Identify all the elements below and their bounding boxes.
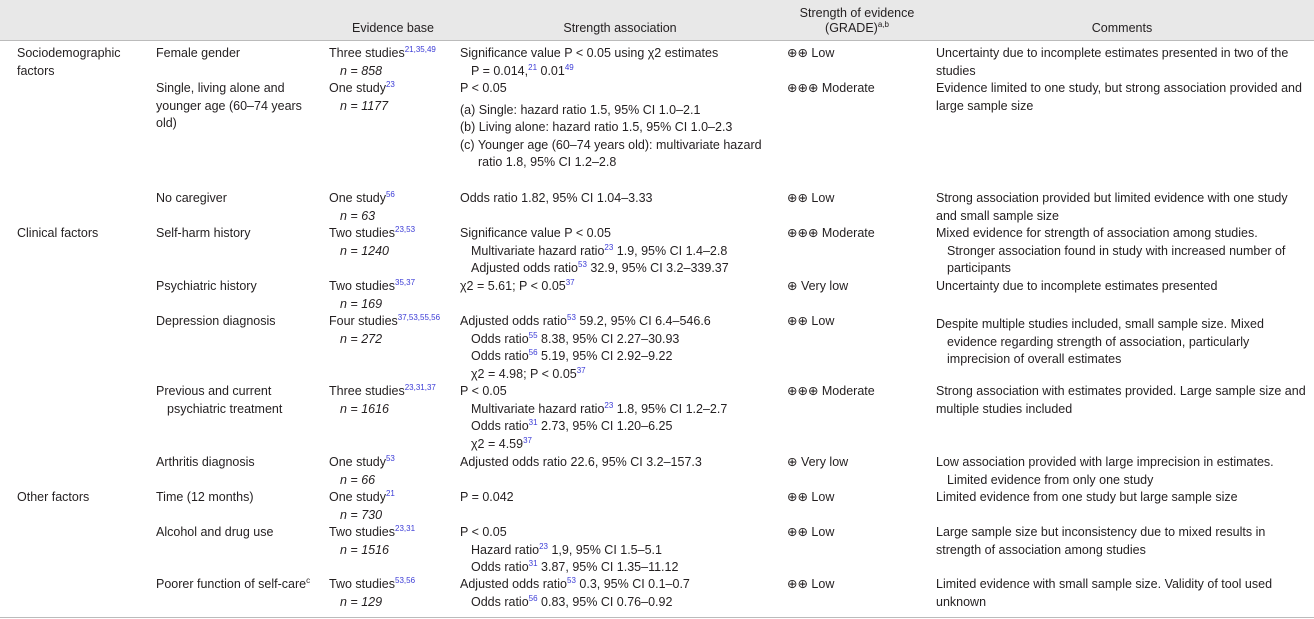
comment: Strong association provided but limited evidence with one study and small sample size [936, 191, 1288, 223]
evidence-label: Two studies [329, 279, 396, 293]
evidence-base [329, 576, 457, 611]
ref-link[interactable]: 23 [604, 242, 614, 252]
strength-line: P = 0.014,21 0.01$^{49}$ [471, 62, 574, 78]
ref-link[interactable]: 53 [567, 575, 576, 585]
evidence-base [329, 313, 457, 348]
evidence-label: Two studies [329, 577, 396, 591]
strength-line: Significance value P < 0.05 [460, 226, 611, 240]
sample-size: n = 272 [340, 331, 383, 346]
evidence-refs[interactable]: 35,37 [395, 277, 416, 287]
ref-link[interactable]: 31 [528, 558, 538, 568]
header-grade-sup: a,b [877, 19, 889, 29]
factor-label: Previous and current psychiatric treatment [156, 384, 283, 416]
grade-rating: ⊕⊕ Low [787, 577, 835, 591]
comment: Evidence limited to one study, but strong association provided and large sample size [936, 81, 1302, 113]
sample-size: n = 129 [340, 594, 383, 609]
comment: Uncertainty due to incomplete estimates presented in two of the studies [936, 46, 1289, 78]
strength-line: Adjusted odds ratio 22.6, 95% CI 3.2–157.3 [460, 455, 702, 469]
evidence-refs[interactable]: 23,31 [395, 523, 416, 533]
evidence-label: Four studies [329, 314, 398, 328]
category-label: Sociodemographic factors [17, 46, 121, 78]
header-strength-association: Strength association [563, 21, 677, 35]
strength-association [460, 383, 780, 453]
table-header [0, 0, 1314, 41]
evidence-label: One study [329, 191, 386, 205]
evidence-refs[interactable]: 37,53,55,56 [397, 312, 441, 322]
comment: Limited evidence from one study but large sample size [936, 490, 1238, 504]
factor-label: Time (12 months) [156, 490, 254, 504]
strength-line: Multivariate hazard ratio$^{23}$ 1.8, 95% CI 1.2–2.7 [471, 400, 728, 416]
strength-item-a: (a) Single: hazard ratio 1.5, 95% CI 1.0–2.1 [460, 102, 701, 117]
evidence-refs[interactable]: 23,53 [395, 224, 416, 234]
sample-size: n = 1240 [340, 243, 390, 258]
factor-label: Single, living alone and younger age (60–74 years old) [156, 81, 302, 130]
header-grade-line1: Strength of evidence [799, 6, 915, 20]
strength-line: Odds ratio$^{31}$ 2.73, 95% CI 1.20–6.25 [471, 417, 673, 433]
strength-association [460, 576, 780, 611]
strength-line: Odds ratio 1.82, 95% CI 1.04–3.33 [460, 191, 653, 205]
strength-line: $\chi 2 = 4.59^{37}$ [471, 435, 532, 451]
factor-footnote: c [306, 575, 311, 585]
evidence-label: Two studies [329, 525, 396, 539]
factor-label: Alcohol and drug use [156, 525, 274, 539]
evidence-base [329, 278, 457, 313]
category-label: Other factors [17, 490, 90, 504]
table-bottom-rule [0, 617, 1314, 618]
factor-label: Poorer function of self-care$^c$ [156, 575, 311, 591]
ref-link[interactable]: 37 [523, 435, 532, 445]
strength-line: Adjusted odds ratio$^{53}$ 0.3, 95% CI 0.1–0.7 [460, 575, 690, 591]
grade-rating: ⊕⊕⊕ Moderate [787, 81, 875, 95]
evidence-refs[interactable]: 53 [385, 453, 395, 463]
strength-line: Significance value P < 0.05 using χ2 estimates [460, 46, 719, 60]
evidence-base [329, 524, 457, 559]
evidence-label: Two studies [329, 226, 396, 240]
evidence-label: One study [329, 81, 386, 95]
comment: Mixed evidence for strength of association among studies. Stronger association found in study with increased number of participants [936, 226, 1286, 275]
ref-link[interactable]: 53 [578, 259, 587, 269]
strength-line: χ2 = 4.98; $P < 0.05^{37}$ [471, 365, 586, 381]
grade-rating: ⊕⊕⊕ Moderate [787, 384, 875, 398]
evidence-label: Three studies [329, 384, 405, 398]
strength-line: P < 0.05 [460, 384, 507, 398]
strength-line: Odds ratio$^{55}$ 8.38, 95% CI 2.27–30.93 [471, 330, 680, 346]
sample-size: n = 169 [340, 296, 383, 311]
comment: Despite multiple studies included, small sample size. Mixed evidence regarding strength of association, particularly imprecision of overall estimates [936, 317, 1264, 366]
ref-link[interactable]: 53 [567, 312, 576, 322]
header-grade-line2: (GRADE) [825, 21, 878, 35]
comment: Strong association with estimates provided. Large sample size and multiple studies included [936, 384, 1306, 416]
strength-line: Odds ratio$^{31}$ 3.87, 95% CI 1.35–11.12 [471, 558, 679, 574]
strength-line: P = 0.042 [460, 490, 514, 504]
evidence-refs[interactable]: 53,56 [395, 575, 416, 585]
grade-rating: ⊕ Very low [787, 455, 849, 469]
ref-link[interactable]: 37 [565, 277, 575, 287]
evidence-base [329, 80, 457, 115]
strength-line: Odds ratio$^{56}$ 5.19, 95% CI 2.92–9.22 [471, 347, 673, 363]
ref-link[interactable]: 23 [604, 400, 614, 410]
strength-item-c: (c) Younger age (60–74 years old): multivariate hazard ratio 1.8, 95% CI 1.2–2.8 [460, 137, 762, 169]
evidence-refs[interactable]: 21 [385, 488, 395, 498]
grade-rating: ⊕⊕ Low [787, 314, 835, 328]
header-grade [787, 6, 927, 36]
ref-link[interactable]: 31 [528, 417, 538, 427]
ref-link[interactable]: 56 [528, 593, 538, 603]
evidence-label: One study [329, 490, 386, 504]
comment: Limited evidence with small sample size. Validity of tool used unknown [936, 577, 1273, 609]
strength-association [460, 313, 780, 383]
evidence-refs[interactable]: 23 [385, 79, 395, 89]
grade-rating: ⊕⊕ Low [787, 490, 835, 504]
sample-size: n = 858 [340, 63, 383, 78]
sample-size: n = 63 [340, 208, 376, 223]
ref-link[interactable]: 23 [539, 541, 548, 551]
grade-rating: ⊕⊕ Low [787, 46, 835, 60]
evidence-refs[interactable]: 21,35,49 [404, 44, 436, 54]
strength-line: Multivariate hazard ratio$^{23}$ 1.9, 95% CI 1.4–2.8 [471, 242, 728, 258]
ref-link[interactable]: 21 [528, 62, 538, 72]
grade-rating: ⊕ Very low [787, 279, 849, 293]
factor-label: Arthritis diagnosis [156, 455, 255, 469]
header-evidence-base: Evidence base [351, 21, 434, 35]
factor-label: Depression diagnosis [156, 314, 276, 328]
evidence-base [329, 383, 457, 418]
factor-label: No caregiver [156, 191, 227, 205]
comment: Large sample size but inconsistency due to mixed results in strength of association among studies [936, 525, 1266, 557]
strength-line: Hazard ratio$^{23}$ 1,9, 95% CI 1.5–5.1 [471, 541, 662, 557]
evidence-base [329, 45, 457, 80]
strength-association [460, 45, 780, 80]
comment: Uncertainty due to incomplete estimates presented [936, 279, 1218, 293]
strength-line: Adjusted odds ratio$^{53}$ 32.9, 95% CI 3.2–339.37 [471, 259, 729, 275]
strength-line: Odds ratio$^{56}$ 0.83, 95% CI 0.76–0.92 [471, 593, 673, 609]
evidence-label: Three studies [329, 46, 405, 60]
evidence-base [329, 489, 457, 524]
evidence-base [329, 190, 457, 225]
ref-link[interactable]: 37 [576, 365, 586, 375]
strength-association [460, 80, 780, 172]
strength-association [460, 524, 780, 577]
evidence-refs[interactable]: 23,31,37 [404, 382, 436, 392]
sample-size: n = 66 [340, 472, 376, 487]
ref-link[interactable]: 55 [528, 330, 538, 340]
strength-line: P < 0.05 [460, 81, 507, 95]
sample-size: n = 1177 [340, 98, 389, 113]
strength-line: χ2 = 5.61; $P < 0.05^{37}$ [460, 277, 575, 293]
evidence-label: One study [329, 455, 386, 469]
sample-size: n = 1516 [340, 542, 390, 557]
comment: Low association provided with large imprecision in estimates. Limited evidence from only one study [936, 455, 1274, 487]
grade-rating: ⊕⊕ Low [787, 191, 835, 205]
evidence-base [329, 454, 457, 489]
strength-association [460, 225, 780, 278]
strength-line: P < 0.05 [460, 525, 507, 539]
grade-rating: ⊕⊕ Low [787, 525, 835, 539]
evidence-base [329, 225, 457, 260]
grade-rating: ⊕⊕⊕ Moderate [787, 226, 875, 240]
strength-line: Adjusted odds ratio$^{53}$ 59.2, 95% CI 6.4–546.6 [460, 312, 711, 328]
evidence-refs[interactable]: 56 [385, 189, 395, 199]
ref-link[interactable]: 49 [564, 62, 574, 72]
factor-label: Female gender [156, 46, 241, 60]
factor-label: Psychiatric history [156, 279, 257, 293]
ref-link[interactable]: 56 [528, 347, 538, 357]
header-comments: Comments [1091, 21, 1153, 35]
sample-size: n = 730 [340, 507, 383, 522]
category-label: Clinical factors [17, 226, 99, 240]
strength-item-b: (b) Living alone: hazard ratio 1.5, 95% CI 1.0–2.3 [460, 120, 733, 134]
sample-size: n = 1616 [340, 401, 390, 416]
factor-label: Self-harm history [156, 226, 251, 240]
